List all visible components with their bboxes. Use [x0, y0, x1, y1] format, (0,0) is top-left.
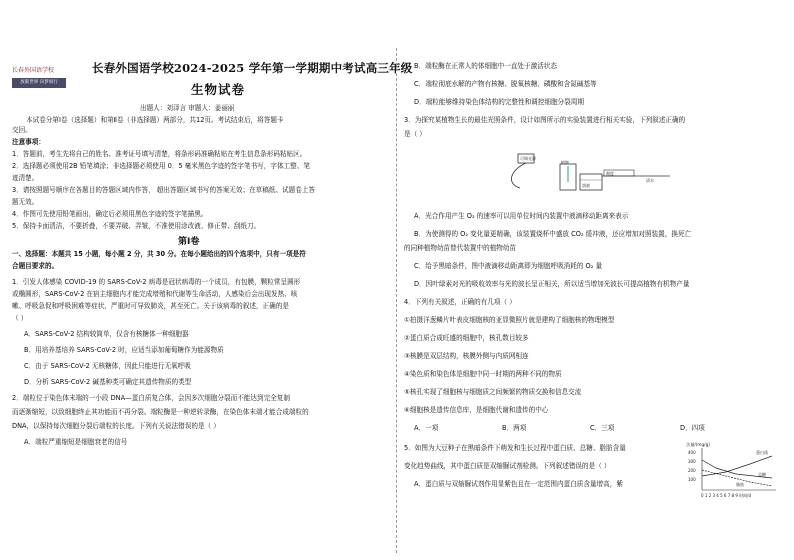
q3-option-a: A．光合作用产生 O₂ 的速率可以用单位时间内装置中液滴移动距离来表示	[414, 212, 629, 220]
q4-option-a: A．一项	[414, 424, 439, 432]
plant-label: 植物	[561, 160, 569, 165]
legend-protein: 蛋白质	[756, 450, 768, 455]
logo-motto: 放眼世界 向梦而行	[12, 78, 66, 88]
q3-option-b: B．为使测得的 O₂ 变化量更精确，该装置烧杯中盛放 CO₂ 缓冲液，还应增加对照装置，换死亡	[414, 230, 692, 238]
chart-ylabel: 含量/(mg/g)	[686, 442, 710, 447]
q4-option-d: D．四项	[680, 424, 705, 432]
part-intro-line: 合题目要求的。	[12, 262, 59, 270]
note-line: 3．请按照题号顺序在各题目的答题区域内作答， 超出答题区域书写的答案无效；在草稿纸、试题卷上答	[12, 186, 316, 194]
q5-stem-line: 5．如图为大豆种子在黑暗条件下萌发和生长过程中蛋白质、总糖、脂肪含量	[404, 444, 626, 452]
y-tick-label: 400	[688, 450, 696, 455]
q5-content-chart	[686, 440, 782, 502]
legend-sugar: 总糖	[758, 472, 766, 477]
water-label: 清水	[646, 178, 654, 183]
logo-name: 长春外国语学校	[12, 67, 55, 74]
q2-option-a: A．端粒严重缩短是细胞衰老的信号	[24, 438, 128, 446]
q3-option-b-cont: 的同种植物幼苗替代装置中的植物幼苗	[404, 244, 517, 252]
q3-option-d: D．因叶绿素对光的吸收效率与光的波长呈正相关，所以适当增加光波长可提高植物有机物产量	[414, 280, 690, 288]
q1-option-b: B．用培养基培养 SARS-CoV-2 时，应适当添加葡萄糖作为能源物质	[24, 346, 224, 354]
liquid-label: 溶液	[582, 183, 590, 188]
q4-item: ⑤核孔实现了细胞核与细胞质之间频繁的物质交换和信息交流	[404, 388, 582, 396]
y-tick-label: 300	[688, 459, 696, 464]
q2-stem-line: 2．端粒位于染色体末端的一小段 DNA—蛋白质复合体，会因多次细胞分裂而不能达到完全复制	[12, 394, 290, 402]
legend-fat: 脂肪	[736, 482, 744, 487]
q1-option-c: C．由于 SARS-CoV-2 无核糖体，因此只能进行无氧呼吸	[24, 362, 191, 370]
note-line: 题无效。	[12, 198, 39, 206]
q4-option-b: B．两项	[502, 424, 527, 432]
q2-option-d: D．端粒能够维持染色体结构的完整性和调控细胞分裂周期	[414, 98, 584, 106]
q4-option-c: C．三项	[590, 424, 615, 432]
q2-stem-line: DNA，以保持每次细胞分裂后端粒的长度。下列有关说法错误的是（ ）	[12, 422, 220, 430]
q4-item: ②蛋白质合成旺盛的细胞中，核孔数目较多	[404, 334, 529, 342]
q4-stem: 4．下列有关叙述，正确的有几项（ ）	[404, 298, 516, 306]
scale-label: 刻度	[606, 171, 614, 176]
q4-item: ④染色质和染色体是细胞中同一时期的两种不同的物质	[404, 370, 562, 378]
y-tick-label: 100	[688, 477, 696, 482]
exam-title: 长春外国语学校2024-2025 学年第一学期期中考试高三年级	[92, 61, 413, 75]
q2-option-c: C．端粒彻底水解的产物有核糖、脱氧核糖、磷酸和含氮碱基等	[414, 80, 597, 88]
note-line: 5．保持卡面清洁，不要折叠，不要弄破、弄皱，不准使用涂改液、修正带、刮纸刀。	[12, 222, 261, 230]
note-line: 迹清楚。	[12, 174, 39, 182]
y-tick-label: 200	[688, 468, 696, 473]
column-divider	[396, 48, 397, 553]
q5-option-a: A．蛋白质与双缩脲试剂作用显紫色且在一定范围内蛋白质含量增高，紫	[414, 480, 623, 488]
section-title: 第Ⅰ卷	[178, 237, 200, 247]
school-logo	[12, 64, 66, 88]
q3-apparatus-figure	[500, 152, 680, 196]
lamp-label: 可调光源	[520, 156, 536, 161]
intro-line-1: 本试卷分第Ⅰ卷（选择题）和第Ⅱ卷（非选择题）两部分，共12页。考试结束后，将答题卡	[26, 116, 284, 124]
note-line: 2．选择题必须使用2B 铅笔填涂；非选择题必须使用 0．5 毫米黑色字迹的签字笔书写，字体工整、笔	[12, 162, 310, 170]
q2-option-b: B．端粒酶在正常人的体细胞中一直处于激活状态	[414, 62, 557, 70]
q1-stem-line: 1．引发人体感染 COVID-19 的 SARS-CoV-2 病毒是冠状病毒的一个成员，有包膜，颗粒常呈圆形	[12, 278, 301, 286]
note-line: 1．答题前，考生先将自己的姓名、准考证号填写清楚，将条形码准确粘贴在考生信息条形码粘贴区。	[12, 150, 307, 158]
q3-option-c: C．给予黑暗条件，图中液滴移动距离即为细胞呼吸消耗的 O₂ 量	[414, 262, 603, 270]
note-line: 4．作图可先使用铅笔画出，确定后必须用黑色字迹的签字笔描黑。	[12, 210, 208, 218]
q4-item: ⑥细胞核是遗传信息库，是细胞代谢和遗传的中心	[404, 406, 549, 414]
notes-title: 注意事项：	[12, 138, 45, 146]
q4-item: ①拍摄洋葱鳞片叶表皮细胞核的亚显微照片就是建构了细胞核的物理模型	[404, 316, 615, 324]
part-intro-line: 一、选择题：本题共 15 小题，每小题 2 分，共 30 分。在每小题给出的四个选项中，只有一项是符	[12, 250, 306, 258]
q2-stem-line: 而逐渐缩短，以致细胞终止其功能而不再分裂。端粒酶是一种逆转录酶，在染色体末端才能合成端粒的	[12, 408, 309, 416]
q4-item: ③核膜是双层结构，核膜外侧与内质网相连	[404, 352, 529, 360]
q5-stem-line: 变化趋势曲线，其中蛋白质是双缩脲试剂检测。下列叙述错误的是（ ）	[404, 462, 611, 470]
authors-line: 出题人：刘泽言 审题人：姜丽丽	[140, 104, 235, 112]
q3-stem-line: 是（ ）	[404, 130, 426, 138]
lamp-cord	[511, 163, 526, 188]
subject-title: 生物试卷	[190, 82, 245, 97]
q3-stem-line: 3．为探究某植物生长的最佳光照条件，设计如图所示的实验装置进行相关实验，下列叙述正确的	[404, 116, 686, 124]
q1-option-a: A．SARS-CoV-2 结构较简单，仅含有核糖体一种细胞器	[24, 330, 189, 338]
intro-line-2: 交回。	[12, 126, 32, 134]
q1-option-d: D．分析 SARS-CoV-2 碱基种类可确定其遗传物质的类型	[24, 378, 192, 386]
x-tick-labels: 0 1 2 3 4 5 6 7 8 9 时间/d	[701, 493, 752, 498]
q1-stem-line: 嗽、呼吸急促和呼吸困难等症状，严重时可导致肺炎，甚至死亡。关于该病毒的叙述，正确的是	[12, 302, 289, 310]
q1-stem-line: 或椭圆形，SARS-CoV-2 在宿主细胞内才能完成增殖和代谢等生命活动，人感染后会出现发热、咳	[12, 290, 298, 298]
q1-stem-line: （ ）	[12, 314, 28, 322]
